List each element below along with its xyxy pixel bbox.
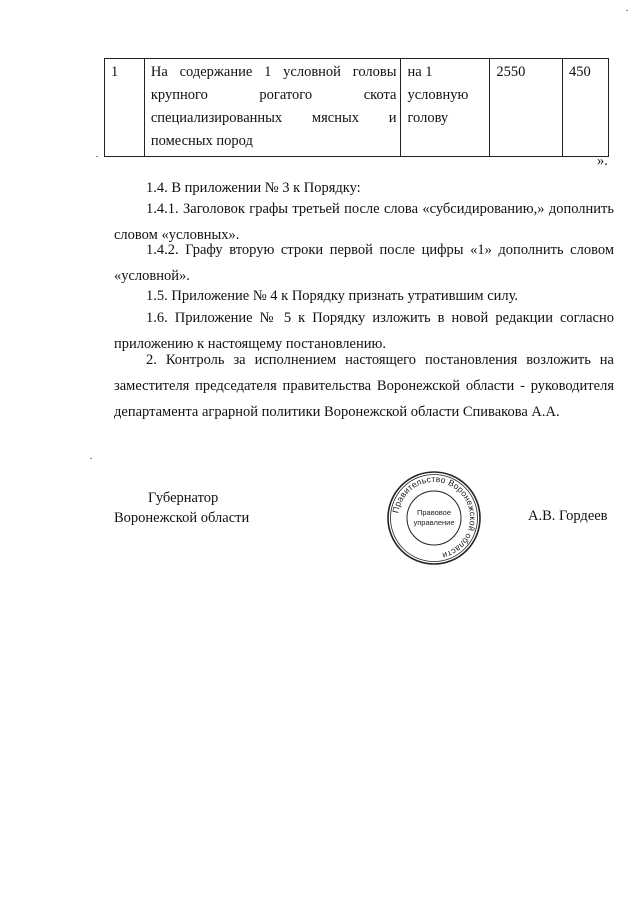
row-number-cell: 1 xyxy=(105,59,145,157)
stamp-inner-line1: Правовое xyxy=(416,508,452,517)
paragraph-text: 1.4. В приложении № 3 к Порядку: xyxy=(146,180,361,196)
legal-department-stamp-icon xyxy=(386,470,482,566)
signature-title-line2: Воронежской области xyxy=(114,510,250,526)
paragraph-text: 1.6. Приложение № 5 к Порядку изложить в новой редакции согласно приложению к настоящему постановлению. xyxy=(114,310,614,352)
signature-title xyxy=(114,488,249,528)
paragraph-text: 2. Контроль за исполнением настоящего постановления возложить на заместителя председателя правительства Воронежской области - руководителя департамента аграрной политики Воронежской области Спивакова А.А. xyxy=(114,352,614,420)
paragraph-2 xyxy=(114,347,614,425)
scan-speck xyxy=(96,156,98,157)
paragraph-1-4-2 xyxy=(114,237,614,289)
signature-name: А.В. Гордеев xyxy=(528,508,608,524)
scan-speck xyxy=(626,10,628,11)
paragraph-text: 1.4.1. Заголовок графы третьей после слова «субсидированию,» дополнить словом «условных». xyxy=(114,201,614,243)
stamp-inner-line2: управление xyxy=(413,518,455,527)
paragraph-text: 1.5. Приложение № 4 к Порядку признать утратившим силу. xyxy=(146,288,519,304)
row-value2-cell: 450 xyxy=(562,59,608,157)
subsidy-table xyxy=(104,58,609,157)
row-value1-cell: 2550 xyxy=(490,59,563,157)
paragraph-text: 1.4.2. Графу вторую строки первой после цифры «1» дополнить словом «условной». xyxy=(114,242,614,284)
stamp-outer-text: Правительство Воронежской области xyxy=(390,473,479,561)
signature-title-line1: Губернатор xyxy=(148,490,219,506)
scan-speck xyxy=(90,458,92,459)
row-unit-cell: на 1 условную голову xyxy=(401,59,490,157)
row-description-cell: На содержание 1 условной головы крупного рогатого скота специализированных мясных и помесных пород xyxy=(144,59,401,157)
table-row xyxy=(105,59,609,157)
table-closing-mark: ». xyxy=(597,153,608,169)
